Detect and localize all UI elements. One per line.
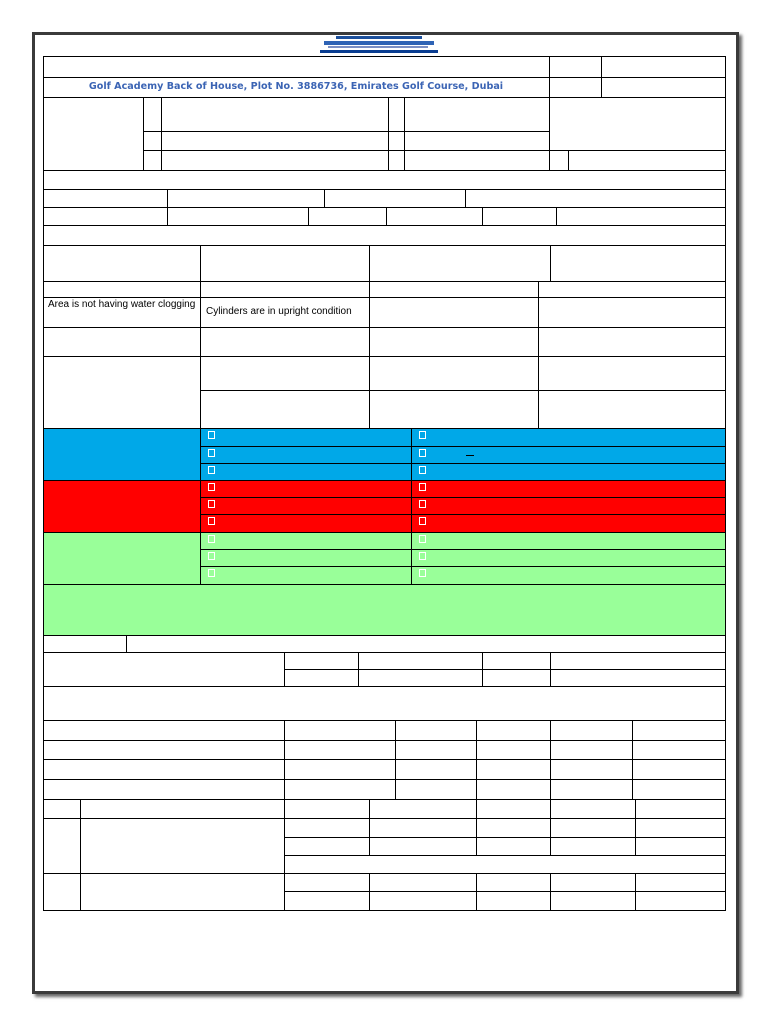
form-cell (476, 837, 551, 856)
form-cell (80, 799, 285, 819)
form-cell (284, 799, 370, 819)
form-cell (161, 97, 389, 132)
form-cell (43, 225, 726, 246)
form-cell (143, 150, 162, 171)
form-cell (635, 799, 726, 819)
checkbox-icon[interactable] (208, 569, 215, 577)
form-cell (43, 584, 726, 636)
form-cell (43, 356, 201, 429)
form-cell (200, 532, 412, 550)
form-cell (411, 549, 726, 567)
form-cell (369, 245, 551, 282)
checkbox-icon[interactable] (419, 535, 426, 543)
form-cell (200, 514, 412, 533)
form-cell (550, 652, 726, 670)
form-cell (43, 281, 201, 298)
checkbox-icon[interactable] (419, 552, 426, 560)
form-cell (284, 720, 396, 741)
form-cell (549, 56, 602, 78)
form-cell (550, 245, 726, 282)
form-cell (284, 891, 370, 911)
checkbox-icon[interactable] (208, 449, 215, 457)
form-cell (549, 77, 602, 98)
form-cell (284, 669, 359, 687)
form-cell (411, 514, 726, 533)
form-cell (43, 327, 201, 357)
form-cell (167, 189, 325, 208)
form-cell (550, 759, 633, 780)
checkbox-icon[interactable] (208, 483, 215, 491)
form-cell (465, 189, 726, 208)
form-cell (550, 837, 636, 856)
form-cell (284, 837, 370, 856)
form-cell (284, 855, 726, 874)
form-cell (550, 818, 636, 838)
form-cell (200, 356, 370, 391)
form-cell (369, 327, 539, 357)
form-cell (43, 873, 81, 911)
form-cell (476, 818, 551, 838)
form-cell (550, 799, 636, 819)
form-cell (284, 652, 359, 670)
form-cell (404, 97, 550, 132)
form-cell (200, 281, 370, 298)
form-cell (369, 356, 539, 391)
form-cell (369, 873, 477, 892)
checkbox-icon[interactable] (419, 431, 426, 439)
form-cell (482, 652, 551, 670)
checkbox-icon[interactable] (419, 466, 426, 474)
form-cell (161, 131, 389, 151)
form-cell (200, 463, 412, 481)
form-cell (476, 779, 551, 800)
checkbox-icon[interactable] (419, 500, 426, 508)
form-cell (369, 891, 477, 911)
form-cell (200, 327, 370, 357)
form-cell (538, 327, 726, 357)
form-cell (143, 131, 162, 151)
form-cell (635, 891, 726, 911)
form-cell (404, 131, 550, 151)
form-cell (200, 446, 412, 464)
checkbox-icon[interactable] (419, 517, 426, 525)
form-cell (538, 356, 726, 391)
form-cell (632, 759, 726, 780)
form-cell (369, 837, 477, 856)
form-cell (388, 131, 405, 151)
form-cell (411, 532, 726, 550)
form-cell (482, 669, 551, 687)
form-cell (200, 566, 412, 585)
form-cell (200, 497, 412, 515)
form-cell (550, 873, 636, 892)
form-cell (404, 150, 550, 171)
form-cell (43, 189, 168, 208)
form-cell (388, 150, 405, 171)
form-cell (411, 446, 726, 464)
form-cell (538, 390, 726, 429)
form-cell (538, 297, 726, 328)
checkbox-icon[interactable] (208, 500, 215, 508)
checkbox-icon[interactable] (208, 466, 215, 474)
form-cell (386, 207, 483, 226)
form-cell (538, 281, 726, 298)
form-cell (411, 480, 726, 498)
form-cell (308, 207, 387, 226)
form-cell (324, 189, 466, 208)
form-cell (80, 818, 285, 874)
form-cell (43, 532, 201, 585)
form-cell (126, 635, 726, 653)
form-cell (601, 56, 726, 78)
form-cell (635, 873, 726, 892)
form-cell (43, 245, 201, 282)
form-cell (632, 779, 726, 800)
form-cell (369, 799, 477, 819)
form-cell (550, 669, 726, 687)
form-cell (411, 497, 726, 515)
form-cell (369, 390, 539, 429)
form-cell (549, 97, 726, 151)
form-cell (43, 779, 285, 800)
form-cell (200, 428, 412, 447)
form-cell (43, 207, 168, 226)
form-cell (568, 150, 726, 171)
form-cell (43, 97, 144, 171)
form-cell (476, 740, 551, 760)
form-cell (43, 652, 285, 687)
form-cell (284, 779, 396, 800)
form-cell (411, 566, 726, 585)
form-cell (476, 720, 551, 741)
form-cell (43, 428, 201, 481)
form-cell (200, 549, 412, 567)
form-cell (476, 891, 551, 911)
form-cell (43, 480, 201, 533)
form-cell (411, 428, 726, 447)
dash-mark (466, 455, 474, 456)
form-cell (411, 463, 726, 481)
form-cell (556, 207, 726, 226)
check-item-water-clogging: Area is not having water clogging (48, 299, 196, 310)
form-cell (395, 779, 477, 800)
checkbox-icon[interactable] (419, 449, 426, 457)
form-cell (80, 873, 285, 911)
form-cell (369, 818, 477, 838)
site-address: Golf Academy Back of House, Plot No. 3886736, Emirates Golf Course, Dubai (88, 81, 504, 92)
form-cell (43, 759, 285, 780)
form-cell (284, 818, 370, 838)
form-cell (43, 740, 285, 760)
form-cell (284, 740, 396, 760)
form-cell (550, 720, 633, 741)
form-cell (200, 480, 412, 498)
check-item-cylinders-upright: Cylinders are in upright condition (206, 306, 352, 317)
form-cell (635, 818, 726, 838)
form-cell (549, 150, 569, 171)
form-cell (161, 150, 389, 171)
form-cell (43, 170, 726, 190)
checkbox-icon[interactable] (419, 483, 426, 491)
form-cell (395, 740, 477, 760)
form-cell (284, 873, 370, 892)
checkbox-icon[interactable] (208, 517, 215, 525)
form-cell (369, 281, 539, 298)
form-cell (550, 891, 636, 911)
form-cell (200, 245, 370, 282)
form-cell (358, 669, 483, 687)
form-cell (476, 873, 551, 892)
form-cell (476, 759, 551, 780)
form-cell (43, 56, 550, 78)
checkbox-icon[interactable] (208, 552, 215, 560)
form-cell (550, 740, 633, 760)
company-logo (318, 35, 440, 54)
form-cell (43, 720, 285, 741)
form-cell (395, 759, 477, 780)
form-cell (632, 720, 726, 741)
form-cell (43, 635, 127, 653)
form-cell (200, 390, 370, 429)
form-cell (388, 97, 405, 132)
form-cell (43, 799, 81, 819)
form-cell (395, 720, 477, 741)
checkbox-icon[interactable] (208, 431, 215, 439)
form-cell (482, 207, 557, 226)
form-cell (369, 297, 539, 328)
form-cell (143, 97, 162, 132)
checkbox-icon[interactable] (208, 535, 215, 543)
form-cell (43, 818, 81, 874)
checkbox-icon[interactable] (419, 569, 426, 577)
form-cell (43, 686, 726, 721)
form-cell (284, 759, 396, 780)
form-cell (635, 837, 726, 856)
form-cell (601, 77, 726, 98)
form-cell (550, 779, 633, 800)
form-cell (632, 740, 726, 760)
form-cell (167, 207, 309, 226)
form-cell (476, 799, 551, 819)
form-cell (358, 652, 483, 670)
